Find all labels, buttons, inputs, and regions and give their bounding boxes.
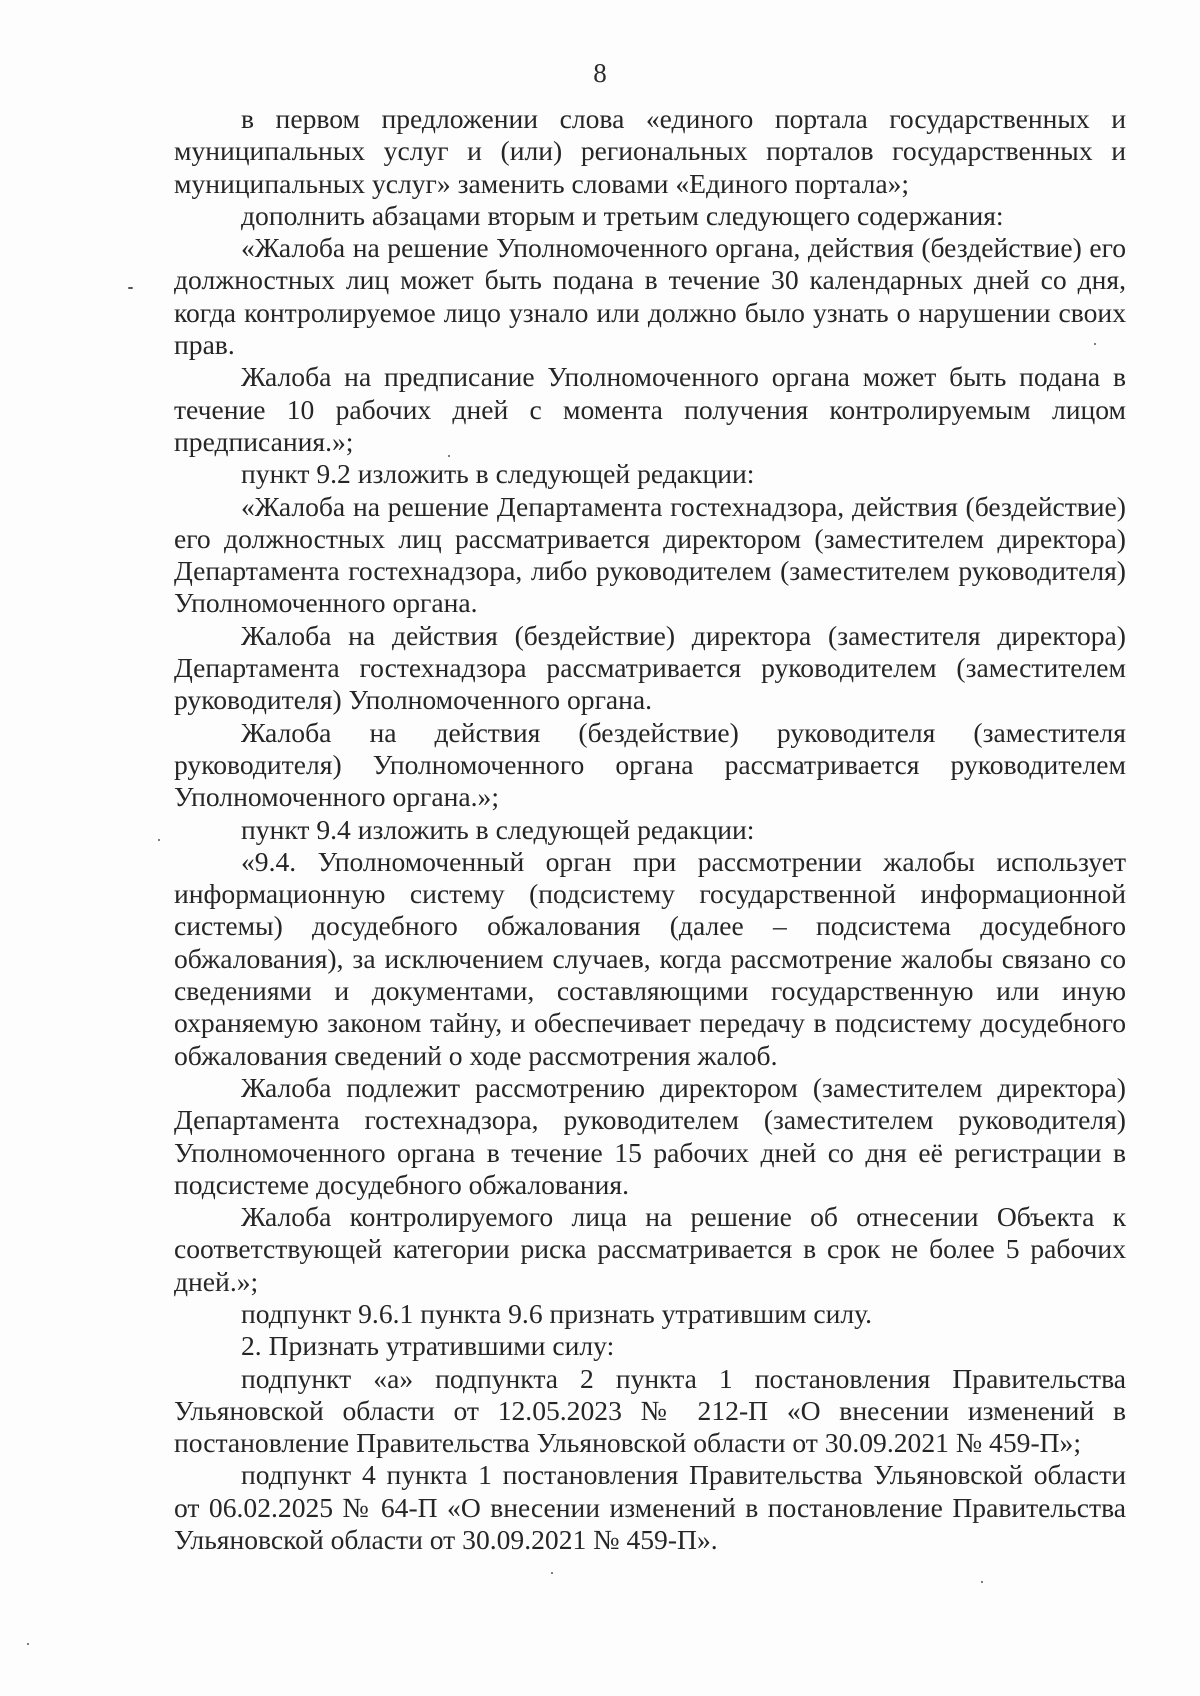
page-number: 8: [593, 58, 607, 88]
paragraph: «9.4. Уполномоченный орган при рассмотрении жалобы использует информационную систему (подсистему государственной информационной системы) досудебного обжалования (далее – подсистема досудебного обжалования), за исключением случаев, когда рассмотрение жалобы связано со сведениями и документами, составляющими государственную или иную охраняемую законом тайну, и обеспечивает передачу в подсистему досудебного обжалования сведений о ходе рассмотрения жалоб.: [174, 845, 1126, 1071]
paragraph: подпункт 4 пункта 1 постановления Правительства Ульяновской области от 06.02.2025 № 64-П «О внесении изменений в постановление Правительства Ульяновской области от 30.09.2021 № 459-П».: [174, 1459, 1126, 1556]
scan-speck: [27, 1643, 29, 1645]
scan-speck: [158, 839, 160, 841]
paragraph: «Жалоба на решение Уполномоченного органа, действия (бездействие) его должностных лиц может быть подана в течение 30 календарных дней со дня, когда контролируемое лицо узнало или должно было узнать о нарушении своих прав.: [174, 232, 1126, 361]
paragraph: подпункт «а» подпункта 2 пункта 1 постановления Правительства Ульяновской области от 12.05.2023 № 212-П «О внесении изменений в постановление Правительства Ульяновской области от 30.09.2021 № 459-П»;: [174, 1362, 1126, 1459]
scan-speck: [551, 1572, 553, 1574]
paragraph: Жалоба подлежит рассмотрению директором (заместителем директора) Департамента гостехнадзора, руководителем (заместителем руководителя) Уполномоченного органа в течение 15 рабочих дней со дня её регистрации в подсистеме досудебного обжалования.: [174, 1071, 1126, 1200]
scan-speck: [981, 1581, 983, 1583]
paragraph: «Жалоба на решение Департамента гостехнадзора, действия (бездействие) его должностных лиц рассматривается директором (заместителем директора) Департамента гостехнадзора, либо руководителем (заместителем руководителя) Уполномоченного органа.: [174, 490, 1126, 619]
scan-speck: [128, 287, 133, 289]
paragraph: пункт 9.4 изложить в следующей редакции:: [241, 813, 755, 845]
scan-speck: [448, 455, 450, 457]
paragraph: 2. Признать утратившими силу:: [241, 1330, 615, 1362]
paragraph: пункт 9.2 изложить в следующей редакции:: [241, 458, 755, 490]
paragraph: подпункт 9.6.1 пункта 9.6 признать утратившим силу.: [241, 1297, 873, 1329]
paragraph: дополнить абзацами вторым и третьим следующего содержания:: [241, 199, 1004, 231]
scan-speck: [1094, 343, 1096, 345]
paragraph: Жалоба на действия (бездействие) директора (заместителя директора) Департамента гостехнадзора рассматривается руководителем (заместителем руководителя) Уполномоченного органа.: [174, 619, 1126, 716]
paragraph: Жалоба контролируемого лица на решение об отнесении Объекта к соответствующей категории риска рассматривается в срок не более 5 рабочих дней.»;: [174, 1201, 1126, 1297]
paragraph: Жалоба на действия (бездействие) руководителя (заместителя руководителя) Уполномоченного органа рассматривается руководителем Уполномоченного органа.»;: [174, 716, 1126, 813]
paragraph: Жалоба на предписание Уполномоченного органа может быть подана в течение 10 рабочих дней с момента получения контролируемым лицом предписания.»;: [174, 361, 1126, 457]
document-body: [174, 103, 1126, 1556]
paragraph: в первом предложении слова «единого портала государственных и муниципальных услуг и (или) региональных порталов государственных и муниципальных услуг» заменить словами «Единого портала»;: [174, 103, 1126, 199]
